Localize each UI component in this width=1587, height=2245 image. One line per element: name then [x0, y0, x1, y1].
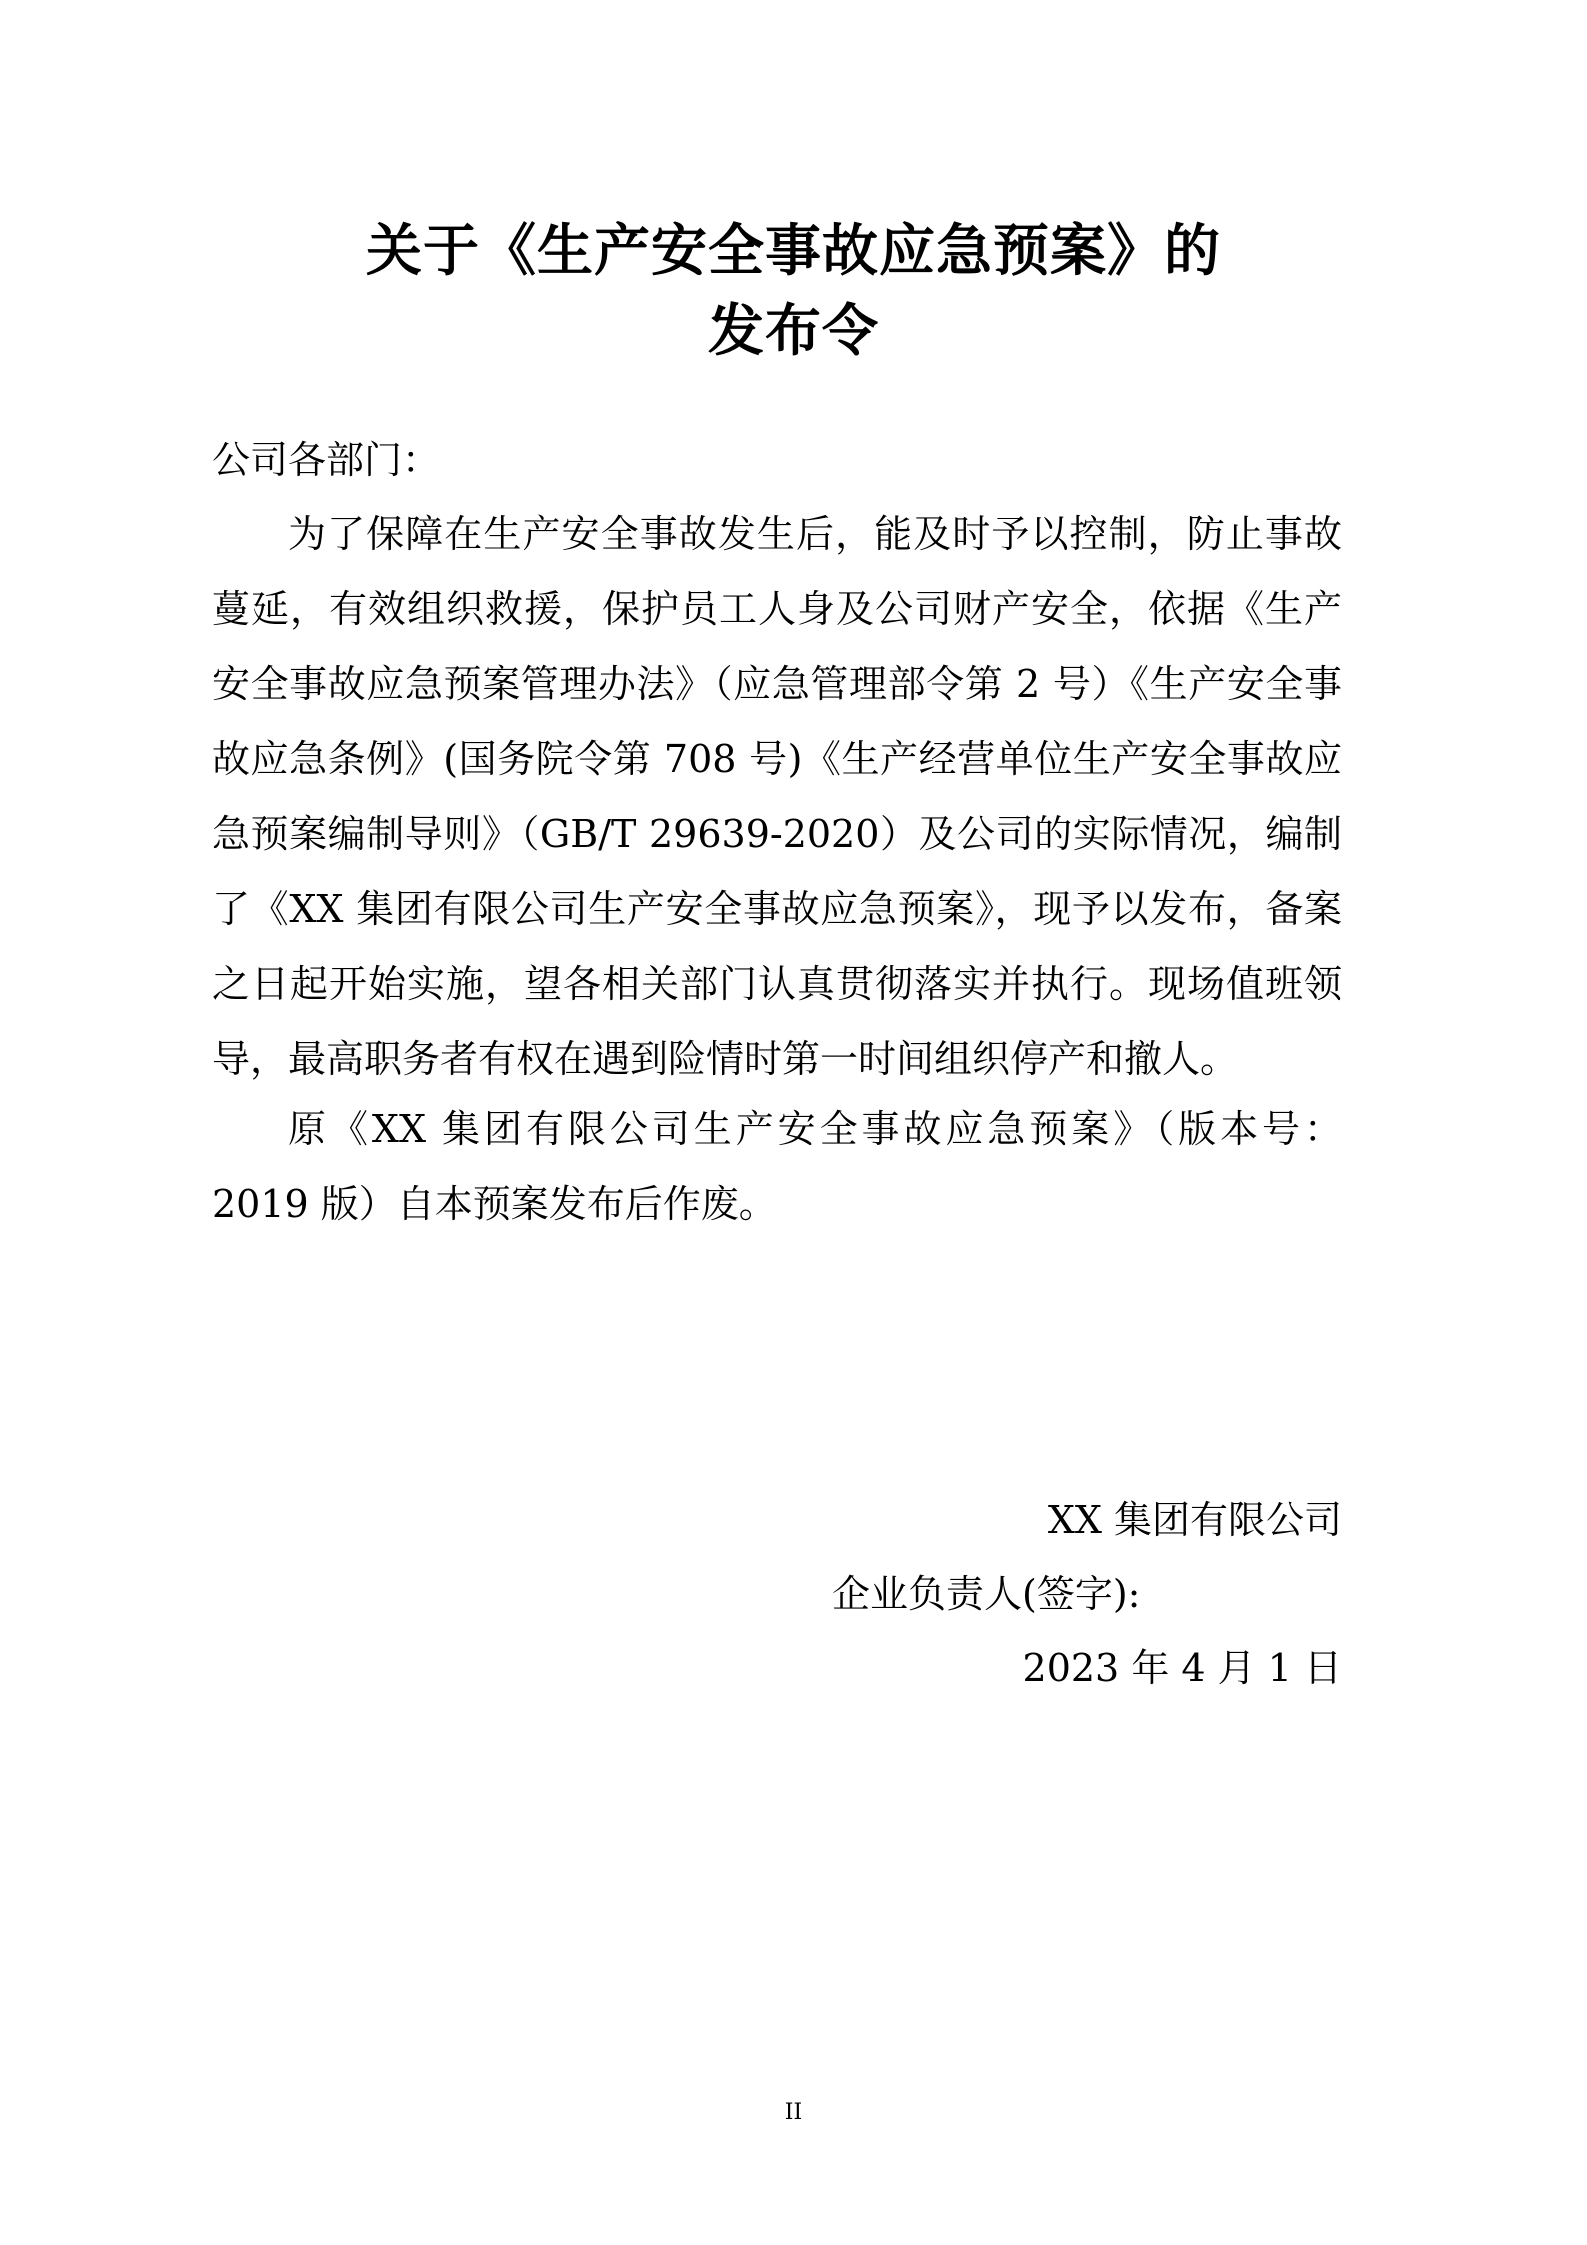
signature-signer-label: 企业负责人(签字): [832, 1572, 1141, 1616]
body-paragraph-1: 为了保障在生产安全事故发生后，能及时予以控制，防止事故蔓延，有效组织救援，保护员工人身及公司财产安全，依据《生产安全事故应急预案管理办法》（应急管理部令第 2 号）《生产安全事故应急条例》(国务院令第 708 号)《生产经营单位生产安全事故应急预案编制导则》（GB/T 29639-2020）及公司的实际情况，编制了《XX 集团有限公司生产安全事故应急预案》，现予以发布，备案之日起开始实施，望各相关部门认真贯彻落实并执行。现场值班领导，最高职务者有权在遇到险情时第一时间组织停产和撤人。 [212, 512, 1342, 1081]
document-title-line2: 发布令 [708, 298, 879, 364]
salutation: 公司各部门： [212, 438, 441, 482]
signature-company: XX 集团有限公司 [1047, 1498, 1342, 1542]
signature-date: 2023 年 4 月 1 日 [1022, 1646, 1342, 1690]
document-title-line1: 关于《生产安全事故应急预案》的 [366, 218, 1221, 284]
page-number: II [784, 2100, 803, 2125]
body-paragraph-2: 原《XX 集团有限公司生产安全事故应急预案》（版本号：2019 版）自本预案发布后作废。 [212, 1107, 1342, 1226]
